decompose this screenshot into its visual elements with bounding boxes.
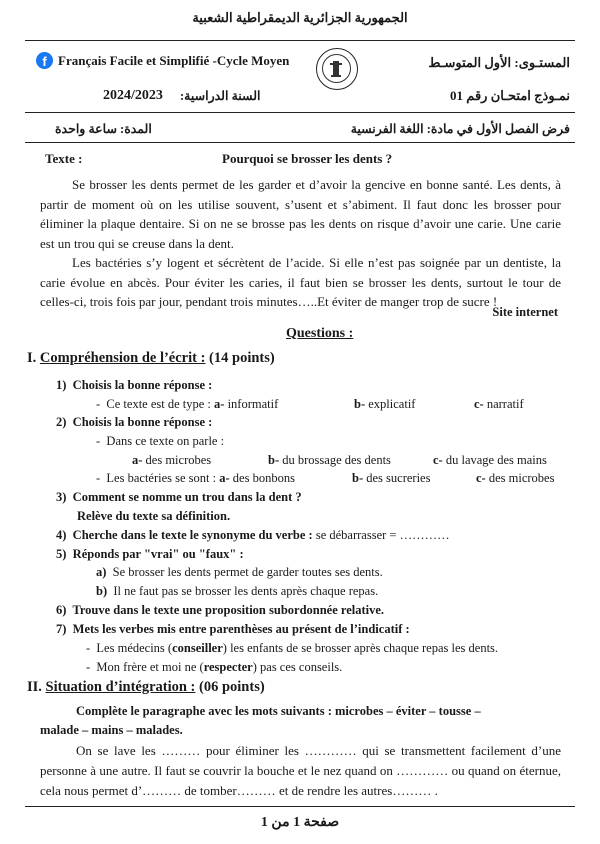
- questions-heading: Questions :: [286, 326, 354, 341]
- q4-number: 4): [56, 528, 67, 542]
- q3-number: 3): [56, 490, 67, 504]
- paragraph-1-text: Se brosser les dents permet de les garder et d’avoir la gencive en bonne santé. Les dents, à partir de moment où on les utilise souvent, s’usent et s’abiment. Il faut donc les brosser pour éliminer la plaque dentaire. Si on ne se brosse pas les dents on risque d’avoir une carie. Une carie est un trou qui se creuse dans la dent.: [40, 177, 561, 251]
- q3-subheading: Relève du texte sa définition.: [77, 509, 231, 523]
- q7-item1-post: ) les enfants de se brosser après chaque repas les dents.: [222, 641, 499, 655]
- q2-item2-c-text: des microbes: [488, 471, 555, 485]
- q3-label: Comment se nomme un trou dans la dent ?: [72, 490, 302, 504]
- q5-item-a: [96, 565, 383, 580]
- q1-item: [96, 397, 278, 412]
- q1-option-c-text: narratif: [486, 397, 524, 411]
- q2-item2-option-b: [352, 471, 430, 486]
- q1-option-b: [354, 397, 415, 412]
- q7-item2: [86, 660, 342, 675]
- q2-item1-dash: -: [96, 434, 101, 448]
- q1-option-a: informatif: [227, 397, 279, 411]
- q2-item1-option-c: [433, 453, 547, 468]
- q1-option-c: [474, 397, 524, 412]
- q5-label: Réponds par "vrai" ou "faux" :: [72, 547, 244, 561]
- q2-item2-b-letter: b-: [352, 471, 364, 485]
- q5-b-text: Il ne faut pas se brosser les dents après chaque repas.: [113, 584, 379, 598]
- q1-number: 1): [56, 378, 67, 392]
- part2-paragraph-text: On se lave les ……… pour éliminer les ………… qui se transmettent facilement d’une personne à une autre. Il faut se couvrir la bouche et le nez quand on ………… ou quand on éternue, cela nous permet d’……… de tomber……… et de rendre les autres……… .: [40, 743, 561, 798]
- q1-option-c-letter: c-: [474, 397, 484, 411]
- part1-points: (14 points): [209, 350, 275, 366]
- q5-b-letter: b): [96, 584, 108, 598]
- q2-item2-dash: -: [96, 471, 101, 485]
- q7-item2-dash: -: [86, 660, 91, 674]
- q5-a-text: Se brosser les dents permet de garder toutes ses dents.: [112, 565, 383, 579]
- school-year-label: السنة الدراسية:: [180, 89, 261, 103]
- exam-subject-label: فرض الفصل الأول في مادة: اللغة الفرنسية: [350, 122, 570, 136]
- q2-item2-c-letter: c-: [476, 471, 486, 485]
- part2-points: (06 points): [199, 679, 265, 695]
- q5-item-b: [96, 584, 378, 599]
- q6-number: 6): [56, 603, 67, 617]
- q2-item2-a-text: des bonbons: [232, 471, 295, 485]
- part2-instruction-line1: Complète le paragraphe avec les mots suivants : microbes – éviter – tousse –: [76, 704, 481, 718]
- q2-item1-text: Dans ce texte on parle :: [106, 434, 225, 448]
- q1-option-a-letter: a-: [214, 397, 225, 411]
- q2-item1-option-a: [132, 453, 211, 468]
- part2-heading: [27, 679, 265, 696]
- q2-item1-c-text: du lavage des mains: [445, 453, 547, 467]
- q5-a-letter: a): [96, 565, 107, 579]
- q2-number: 2): [56, 415, 67, 429]
- part2-numeral: II.: [27, 679, 42, 695]
- text-label: Texte :: [45, 151, 83, 166]
- q2-item1-option-b: [268, 453, 391, 468]
- text-source: Site internet: [492, 305, 558, 319]
- level-label: المستـوى: الأول المتوسـط: [428, 55, 570, 70]
- q7-item1-verb: conseiller: [172, 641, 223, 655]
- q7-label: Mets les verbes mis entre parenthèses au présent de l’indicatif :: [72, 622, 410, 636]
- part2-paragraph: [40, 741, 561, 801]
- q2-item1: [96, 434, 224, 449]
- q7-item2-pre: Mon frère et moi ne (: [96, 660, 204, 674]
- q1-option-b-letter: b-: [354, 397, 366, 411]
- exam-model-number: نمـوذج امتحـان رقم 01: [450, 88, 570, 103]
- text-title: Pourquoi se brosser les dents ?: [222, 151, 393, 166]
- q7-number: 7): [56, 622, 67, 636]
- q2-item1-a-letter: a-: [132, 453, 143, 467]
- q5-heading: [56, 547, 244, 562]
- q7-heading: [56, 622, 410, 637]
- q1-item-text: Ce texte est de type :: [106, 397, 215, 411]
- part1-numeral: I.: [27, 350, 37, 366]
- q2-item1-b-text: du brossage des dents: [282, 453, 391, 467]
- q1-option-b-text: explicatif: [368, 397, 416, 411]
- q7-item1-dash: -: [86, 641, 91, 655]
- part2-instruction-line2: malade – mains – malades.: [40, 723, 183, 737]
- header-top-rule: [25, 40, 575, 41]
- q2-item2-a-letter: a-: [219, 471, 230, 485]
- q7-item1: [86, 641, 498, 656]
- q3-heading: [56, 490, 302, 505]
- q1-heading: [56, 378, 212, 393]
- q2-item1-a-text: des microbes: [145, 453, 212, 467]
- q6-heading: [56, 603, 384, 618]
- q4-heading: [56, 528, 450, 543]
- part1-title: Compréhension de l’écrit :: [39, 350, 206, 366]
- q4-label: Cherche dans le texte le synonyme du verbe :: [72, 528, 313, 542]
- q2-item1-b-letter: b-: [268, 453, 280, 467]
- q7-item2-verb: respecter: [203, 660, 253, 674]
- header-bottom-rule: [25, 142, 575, 143]
- q2-item1-c-letter: c-: [433, 453, 443, 467]
- republic-title: الجمهورية الجزائرية الديمقراطية الشعبية: [192, 10, 408, 25]
- emblem-glyph: [317, 49, 357, 89]
- q7-item1-pre: Les médecins (: [96, 641, 173, 655]
- q4-rest: se débarrasser = …………: [312, 528, 450, 542]
- q2-item2: [96, 471, 295, 486]
- q2-item2-option-c: [476, 471, 554, 486]
- q2-label: Choisis la bonne réponse :: [72, 415, 213, 429]
- footer-rule: [25, 806, 575, 807]
- q2-item2-b-text: des sucreries: [366, 471, 431, 485]
- q2-heading: [56, 415, 212, 430]
- q1-item-dash: -: [96, 397, 101, 411]
- q7-item2-post: ) pas ces conseils.: [252, 660, 343, 674]
- text-paragraph-2: [40, 253, 561, 312]
- duration-label: المدة: ساعة واحدة: [55, 122, 152, 136]
- q1-label: Choisis la bonne réponse :: [72, 378, 213, 392]
- part1-heading: [27, 350, 275, 367]
- page-number: صفحة 1 من 1: [260, 815, 340, 830]
- header-mid-rule: [25, 112, 575, 113]
- text-paragraph-1: [40, 175, 561, 253]
- part2-title: Situation d’intégration :: [45, 679, 196, 695]
- q6-label: Trouve dans le texte une proposition subordonnée relative.: [72, 603, 385, 617]
- q5-number: 5): [56, 547, 67, 561]
- paragraph-2-text: Les bactéries s’y logent et sécrètent de l’acide. Si elle n’est pas soignée par un dentiste, la carie évolue en abcès. Pour éviter les caries, il faut bien se brosser les dents, surtout le tour de celles-ci, trois fois par jour, pendant trois minutes…..Et éviter de manger trop de sucre !: [40, 255, 561, 309]
- school-emblem-icon: [316, 48, 358, 90]
- q2-item2-text: Les bactéries se sont :: [106, 471, 220, 485]
- school-year-value: 2024/2023: [103, 88, 163, 103]
- brand-title: Français Facile et Simplifié -Cycle Moyen: [58, 53, 290, 68]
- facebook-icon: f: [36, 52, 53, 69]
